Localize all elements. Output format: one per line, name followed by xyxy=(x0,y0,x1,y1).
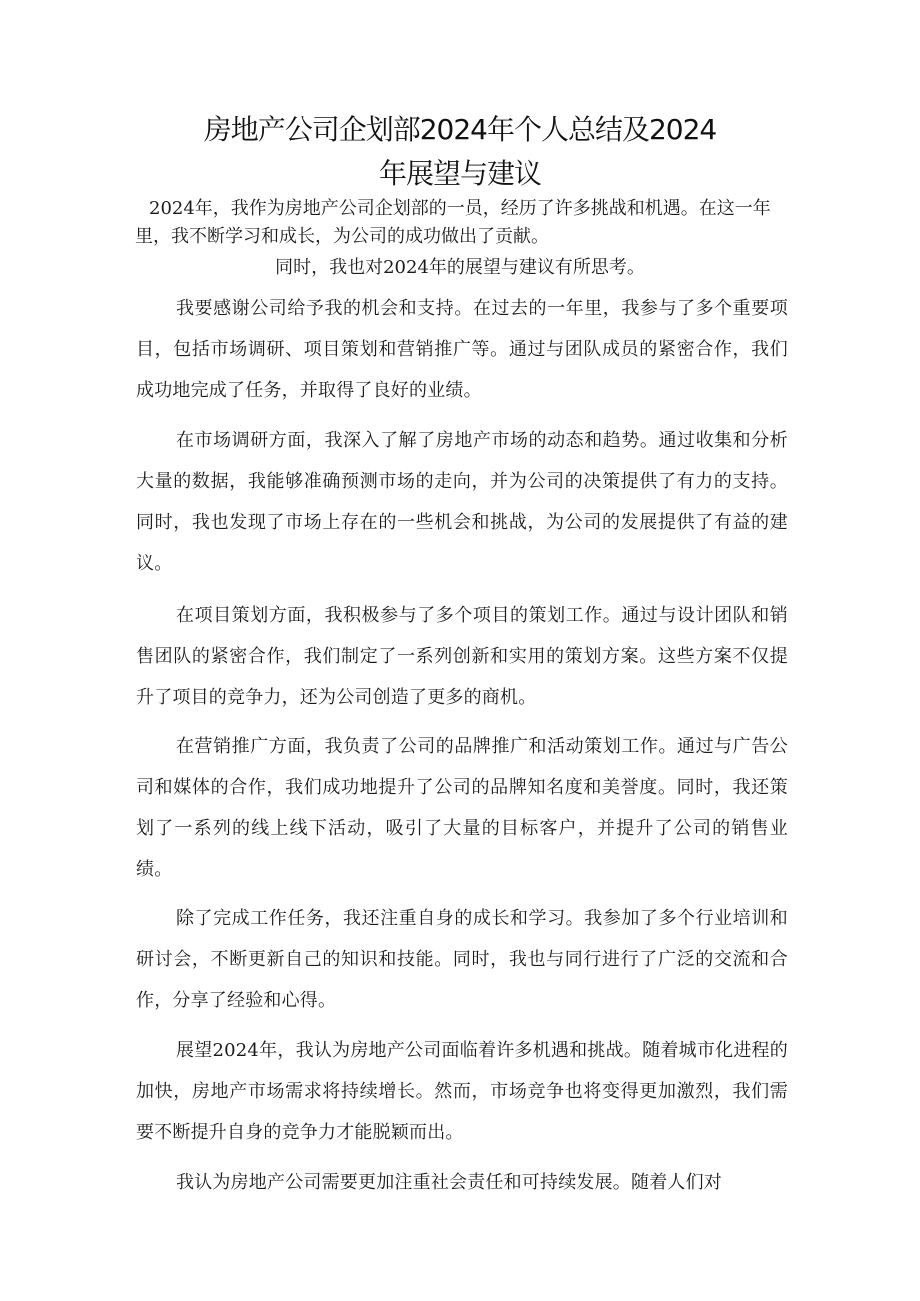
body-paragraph: 在市场调研方面，我深入了解了房地产市场的动态和趋势。通过收集和分析大量的数据，我能够准确预测市场的走向，并为公司的决策提供了有力的支持。同时，我也发现了市场上存在的一些机会和挑战，为公司的发展提供了有益的建议。 xyxy=(136,430,788,574)
body-paragraph: 在项目策划方面，我积极参与了多个项目的策划工作。通过与设计团队和销售团队的紧密合作，我们制定了一系列创新和实用的策划方案。这些方案不仅提升了项目的竞争力，还为公司创造了更多的商机。 xyxy=(136,605,788,708)
document-title-line-1: 房地产公司企划部2024年个人总结及2024 xyxy=(203,113,717,146)
intro-paragraph: 2024年，我作为房地产公司企划部的一员，经历了许多挑战和机遇。在这一年里，我不断学习和成长，为公司的成功做出了贡献。 xyxy=(135,198,771,247)
body-paragraph: 我认为房地产公司需要更加注重社会责任和可持续发展。随着人们对 xyxy=(176,1172,722,1193)
body-paragraph: 除了完成工作任务，我还注重自身的成长和学习。我参加了多个行业培训和研讨会，不断更新自己的知识和技能。同时，我也与同行进行了广泛的交流和合作，分享了经验和心得。 xyxy=(136,908,788,1011)
intro-centered-line: 同时，我也对2024年的展望与建议有所思考。 xyxy=(275,257,645,278)
body-paragraph: 我要感谢公司给予我的机会和支持。在过去的一年里，我参与了多个重要项目，包括市场调研、项目策划和营销推广等。通过与团队成员的紧密合作，我们成功地完成了任务，并取得了良好的业绩。 xyxy=(136,298,788,401)
body-paragraph: 展望2024年，我认为房地产公司面临着许多机遇和挑战。随着城市化进程的加快，房地产市场需求将持续增长。然而，市场竞争也将变得更加激烈，我们需要不断提升自身的竞争力才能脱颖而出。 xyxy=(136,1040,788,1143)
body-paragraph: 在营销推广方面，我负责了公司的品牌推广和活动策划工作。通过与广告公司和媒体的合作，我们成功地提升了公司的品牌知名度和美誉度。同时，我还策划了一系列的线上线下活动，吸引了大量的目标客户，并提升了公司的销售业绩。 xyxy=(136,736,788,880)
document-title-line-2: 年展望与建议 xyxy=(378,157,541,190)
